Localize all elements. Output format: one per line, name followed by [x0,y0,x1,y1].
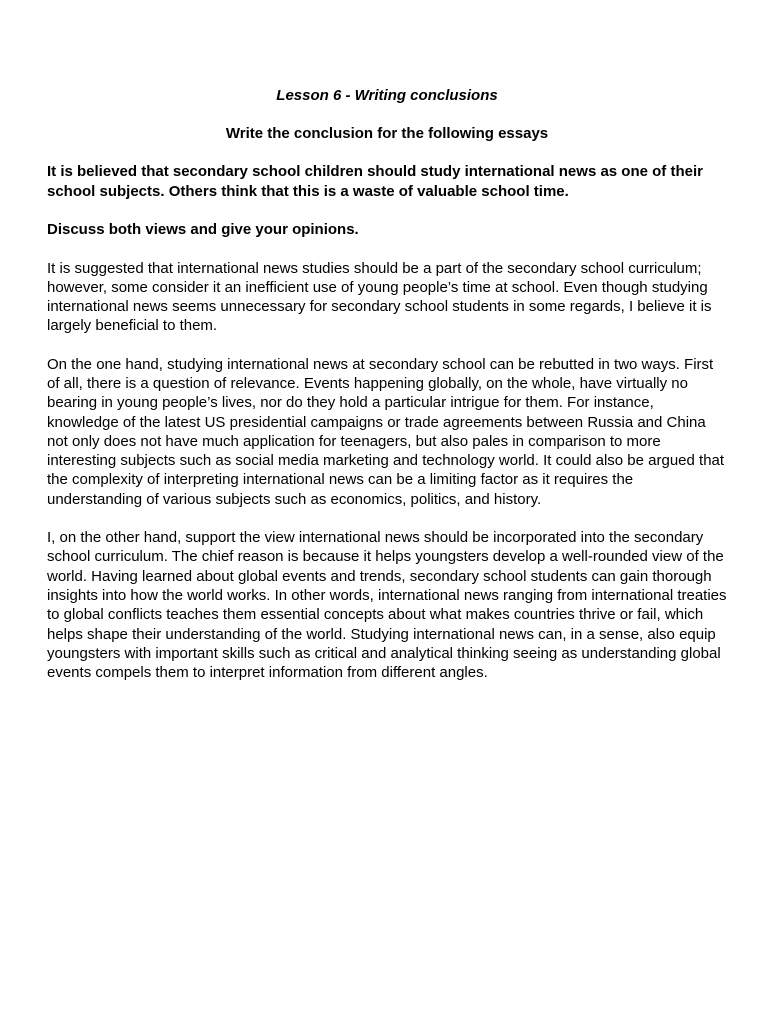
task-heading: Write the conclusion for the following essays [225,125,549,142]
document-page [47,86,727,701]
essay-prompt: It is believed that secondary school children should study international news as one of their school subjects. Others think that this is a waste of valuable school time. [47,163,703,200]
essay-instruction: Discuss both views and give your opinions. [47,221,359,238]
lesson-title: Lesson 6 - Writing conclusions [276,87,498,104]
essay-body-paragraph-2: I, on the other hand, support the view international news should be incorporated into the secondary school curriculum. The chief reason is because it helps youngsters develop a well-rounded view of the world. Having learned about global events and trends, secondary school students can gain thorough insights into how the world works. In other words, international news ranging from international treaties to global conflicts teaches them essential concepts about what makes countries thrive or fail, which helps shape their understanding of the world. Studying international news can, in a sense, also equip youngsters with important skills such as critical and analytical thinking seeing as understanding global events compels them to interpret information from different angles. [47,529,727,682]
essay-body-paragraph-1: On the one hand, studying international news at secondary school can be rebutted in two ways. First of all, there is a question of relevance. Events happening globally, on the whole, have virtually no bearing in young people’s lives, nor do they hold a particular intrigue for them. For instance, knowledge of the latest US presidential campaigns or trade agreements between Russia and China not only does not have much application for teenagers, but also pales in comparison to more interesting subjects such as social media marketing and technology world. It could also be argued that the complexity of interpreting international news can be a limiting factor as it requires the understanding of various subjects such as economics, politics, and history. [47,355,725,508]
essay-introduction: It is suggested that international news studies should be a part of the secondary school curriculum; however, some consider it an inefficient use of young people’s time at school. Even though studying international news seems unnecessary for secondary school students in some regards, I believe it is largely beneficial to them. [47,259,712,335]
